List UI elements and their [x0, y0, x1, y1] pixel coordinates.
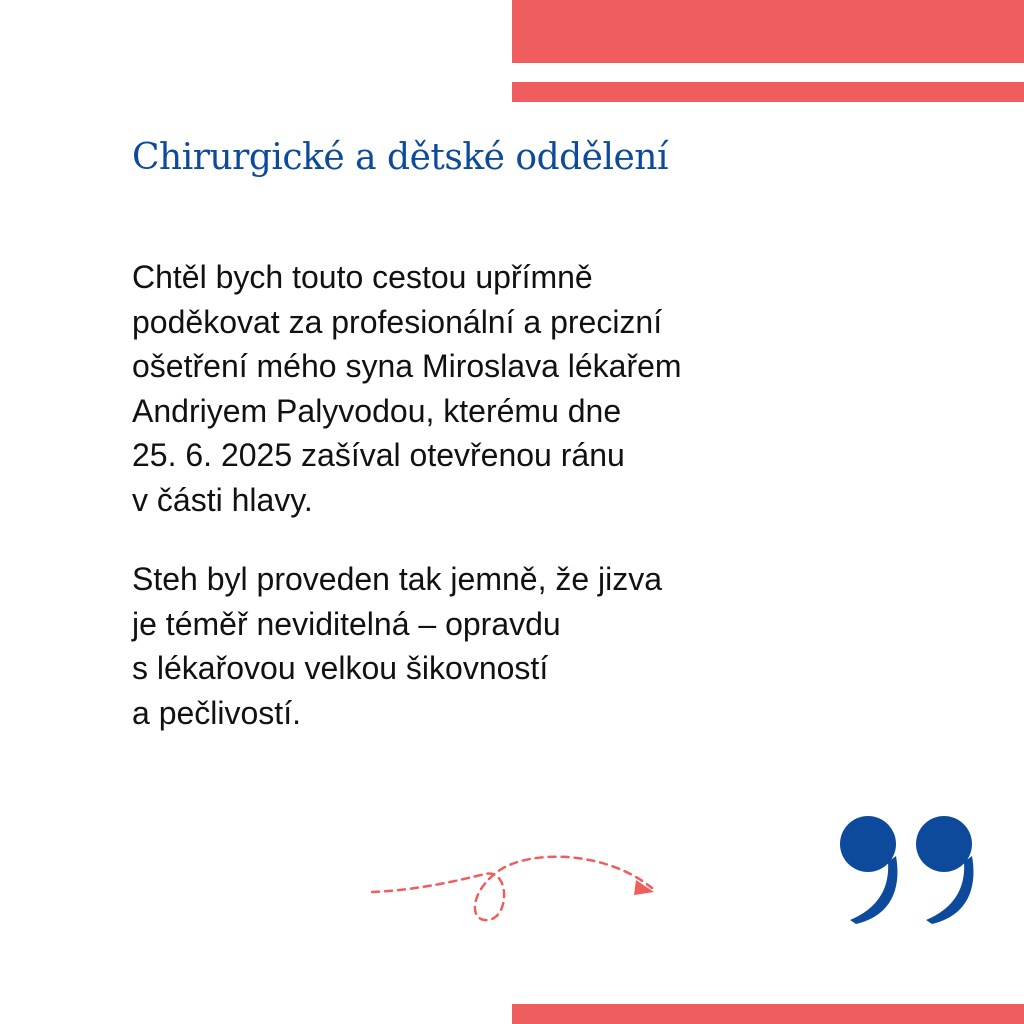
paragraph-line: Chtěl bych touto cestou upřímně [132, 259, 593, 295]
paragraph-line: Steh byl proveden tak jemně, že jizva [132, 561, 663, 597]
paragraph-line: 25. 6. 2025 zašíval otevřenou ránu [132, 437, 625, 473]
bottom-accent-stripe [512, 1004, 1024, 1024]
closing-quote-icon [838, 812, 978, 924]
paragraph-line: ošetření mého syna Miroslava lékařem [132, 348, 682, 384]
department-title: Chirurgické a dětské oddělení [132, 137, 668, 178]
dashed-looped-arrow-icon [360, 840, 670, 940]
paragraph-line: a pečlivostí. [132, 694, 301, 731]
top-accent-stripe-thin [512, 82, 1024, 102]
paragraph-line: v části hlavy. [132, 481, 313, 518]
paragraph-line: s lékařovou velkou šikovností [132, 650, 549, 686]
paragraph-line: poděkovat za profesionální a precizní [132, 303, 663, 340]
top-accent-stripe-thick [512, 0, 1024, 63]
paragraph-line: je téměř neviditelná – opravdu [132, 605, 561, 642]
testimonial-paragraph-1 [132, 255, 832, 522]
paragraph-line: Andriyem Palyvodou, kterému dne [132, 392, 622, 429]
testimonial-paragraph-2 [132, 557, 832, 735]
